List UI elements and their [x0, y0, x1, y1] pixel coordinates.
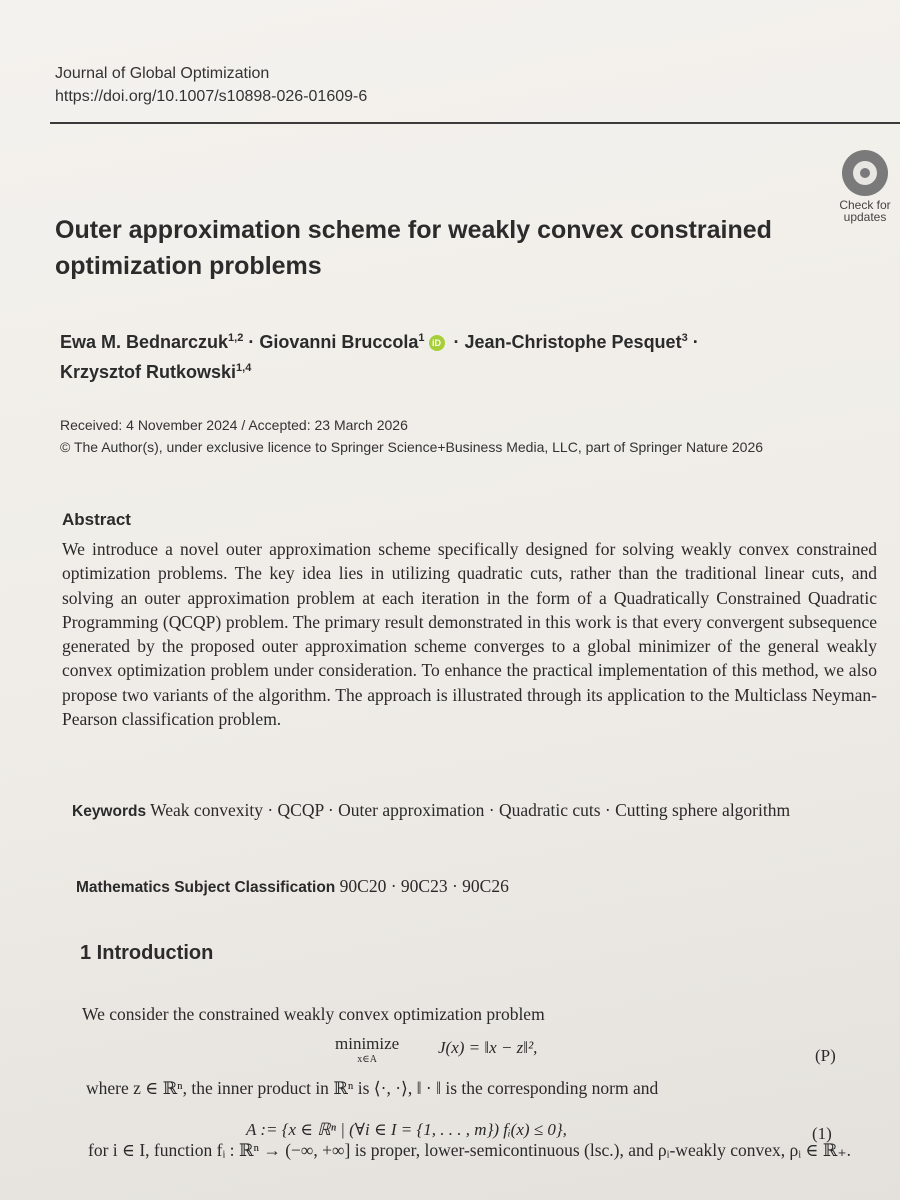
check-for-updates-badge[interactable] [830, 150, 900, 223]
author-name: Jean-Christophe Pesquet [464, 332, 682, 352]
author-affiliation: 1,4 [236, 362, 252, 374]
journal-name: Journal of Global Optimization [55, 65, 270, 82]
keywords-label: Keywords [72, 803, 147, 820]
journal-header [55, 62, 367, 108]
function-definition-sentence: for i ∈ I, function fᵢ : ℝⁿ → (−∞, +∞] is proper, lower-semicontinuous (lsc.), and ρᵢ-weakly convex, ρᵢ ∈ ℝ₊. [88, 1140, 851, 1160]
header-rule [50, 122, 900, 124]
article-meta [60, 414, 880, 458]
msc-codes: 90C20 · 90C23 · 90C26 [339, 876, 509, 896]
author-name: Krzysztof Rutkowski [60, 362, 237, 382]
author-separator: · [243, 332, 260, 352]
where-sentence: where z ∈ ℝⁿ, the inner product in ℝⁿ is ⟨·, ·⟩, ‖ · ‖ is the corresponding norm and [86, 1078, 659, 1098]
minimize-label: minimize [335, 1034, 400, 1053]
author-affiliation: 1 [418, 332, 425, 344]
author-name: Ewa M. Bednarczuk [60, 332, 229, 352]
check-for-updates-icon [842, 150, 888, 196]
author-affiliation: 1,2 [228, 332, 244, 344]
keywords [72, 798, 872, 824]
intro-sentence: We consider the constrained weakly convex optimization problem [82, 1004, 545, 1024]
received-accepted-dates: Received: 4 November 2024 / Accepted: 23 March 2026 [60, 417, 408, 433]
abstract-text: We introduce a novel outer approximation scheme specifically designed for solving weakly convex constrained optimization problems. The key idea lies in utilizing quadratic cuts, rather than the traditional linear cuts, and solving an outer approximation problem at each iteration in the form of a Quadratically Constrained Quadratic Programming (QCQP) problem. The primary result demonstrated in this work is that every convergent subsequence generated by the proposed outer approximation scheme converges to a global minimizer of the general weakly convex optimization problem under consideration. To enhance the practical implementation of this method, we also propose two variants of the algorithm. The approach is illustrated through its application to the Multiclass Neyman-Pearson classification problem. [62, 539, 877, 730]
minimize-subscript: x∈A [357, 1054, 377, 1065]
badge-label: Check for updates [839, 198, 891, 224]
keywords-text: Weak convexity · QCQP · Outer approximation · Quadratic cuts · Cutting sphere algorithm [150, 800, 791, 820]
author-name: Giovanni Bruccola [259, 332, 419, 352]
author-separator: · [687, 332, 699, 352]
equation-1-tag: (1) [812, 1124, 832, 1143]
author-affiliation: 3 [681, 332, 688, 344]
abstract-heading: Abstract [62, 510, 131, 529]
equation-p-tag: (P) [815, 1046, 836, 1065]
paper-title: Outer approximation scheme for weakly convex constrained optimization problems [55, 216, 772, 280]
author-separator: · [448, 332, 465, 352]
msc-classification [76, 874, 876, 900]
copyright-line: © The Author(s), under exclusive licence to Springer Science+Business Media, LLC, part of Springer Nature 2026 [60, 439, 764, 455]
msc-label: Mathematics Subject Classification [76, 879, 336, 896]
orcid-icon[interactable]: iD [429, 335, 445, 351]
doi-link[interactable]: https://doi.org/10.1007/s10898-026-01609-6 [55, 88, 368, 105]
equation-p-operator [335, 1036, 399, 1068]
section-heading: 1 Introduction [80, 942, 214, 964]
equation-p-expression: J(x) = ‖x − z‖², [438, 1038, 538, 1057]
equation-1-expression: A := {x ∈ ℝⁿ | (∀i ∈ I = {1, . . . , m}) fᵢ(x) ≤ 0}, [246, 1120, 567, 1139]
author-list [60, 325, 860, 385]
